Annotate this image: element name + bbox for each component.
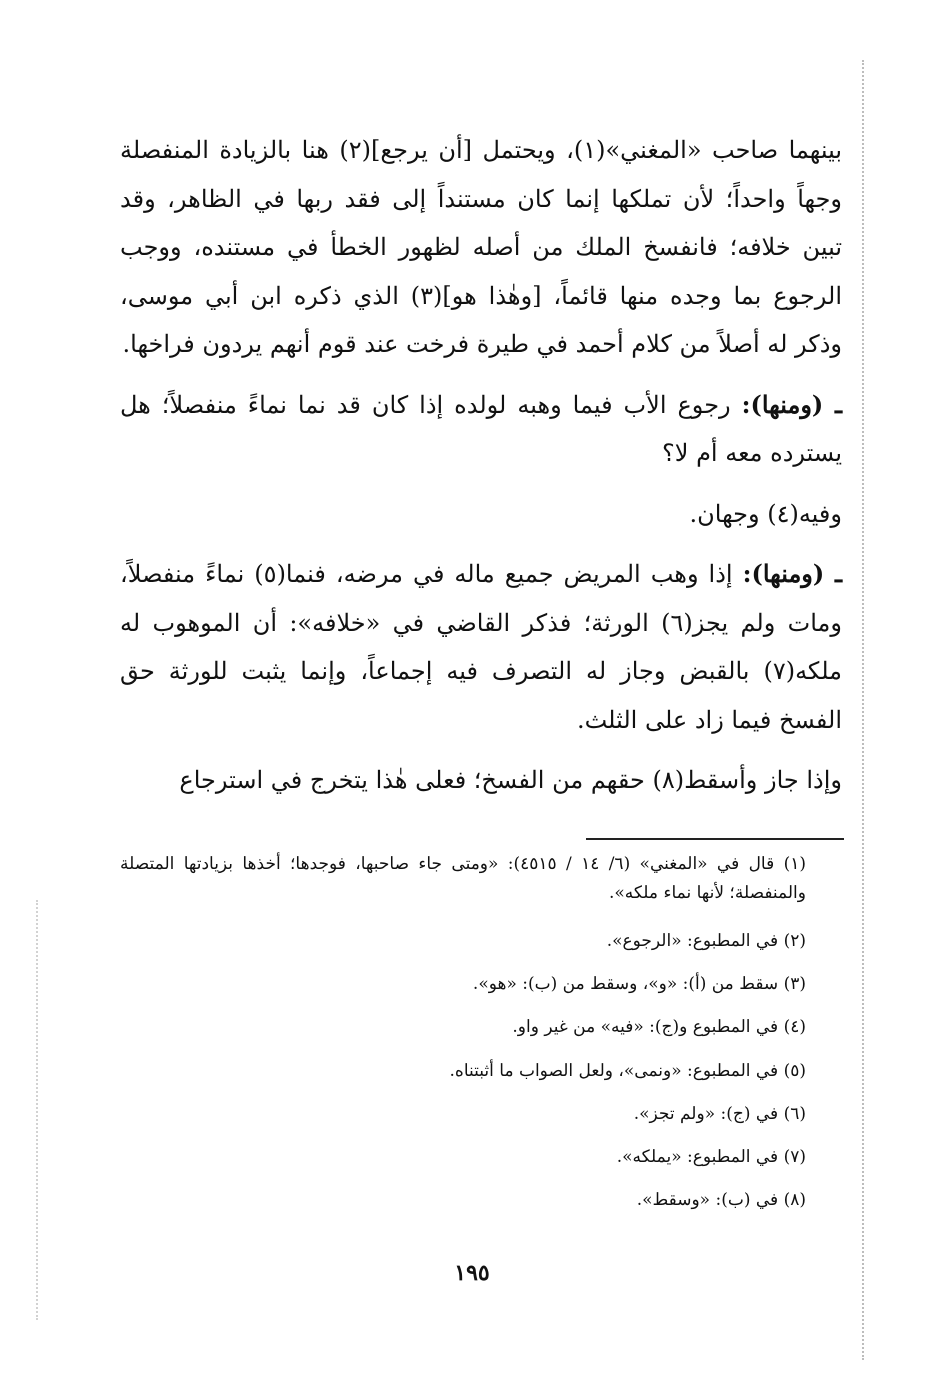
paragraph-3: وفيه(٤) وجهان. — [689, 499, 842, 528]
paragraph-1: بينهما صاحب «المغني»(١)، ويحتمل [أن يرجع](٢) هنا بالزيادة المنفصلة وجهاً واحداً؛ لأن تملكها إنما كان مستنداً إلى فقد ربها في الظاهر، وقد تبين خلافه؛ فانفسخ الملك من أصله لظهور الخطأ في مستنده، ووجب الرجوع بما وجده منها قائماً، [وهٰذا هو](٣) الذي ذكره ابن أبي موسى، وذكر له أصلاً من كلام أحمد في طيرة فرخت عند قوم أنهم يردون فراخها. — [120, 136, 843, 358]
main-text — [120, 126, 842, 805]
paragraph-2-lead: ـ (ومنها): — [741, 389, 842, 419]
paragraph-4-text: إذا وهب المريض جميع ماله في مرضه، فنما(٥) نماءً منفصلاً، ومات ولم يجز(٦) الورثة؛ فذكر القاضي في «خلافه»: أن الموهوب له ملكه(٧) بالقبض وجاز له التصرف فيه إجماعاً، وإنما يثبت للورثة حق الفسخ فيما زاد على الثلث. — [120, 560, 842, 734]
paragraph-4-lead: ـ (ومنها): — [742, 559, 843, 588]
paragraph-5: وإذا جاز وأسقط(٨) حقهم من الفسخ؛ فعلى هٰذا يتخرج في استرجاع — [179, 766, 842, 794]
page-edge-dots-left — [36, 900, 38, 1320]
footnote-5: (٥) في المطبوع: «ونمى»، ولعل الصواب ما أثبتناه. — [449, 1060, 806, 1081]
footnote-2: (٢) في المطبوع: «الرجوع». — [606, 931, 806, 951]
footnotes — [120, 850, 842, 1222]
page-number: ١٩٥ — [454, 1260, 490, 1286]
footnote-6: (٦) في (ج): «ولم تجز». — [633, 1103, 806, 1124]
page-edge-dots — [862, 60, 864, 1360]
paragraph-4 — [120, 550, 842, 744]
paragraph-2 — [120, 381, 842, 478]
footnote-4: (٤) في المطبوع و(ج): «فيه» من غير واو. — [512, 1017, 806, 1038]
footnote-1: (١) قال في «المغني» (٦/ ١٤ / ٤٥١٥): «ومتى جاء صاحبها، فوجدها؛ أخذها بزيادتها المتصلة والمنفصلة؛ لأنها نماء ملكه». — [120, 854, 806, 903]
footnote-7: (٧) في المطبوع: «يملكه». — [616, 1147, 806, 1168]
footnote-8: (٨) في (ب): «وسقط». — [636, 1190, 806, 1211]
footnote-separator — [586, 838, 844, 840]
paragraph-2-text: رجوع الأب فيما وهبه لولده إذا كان قد نما نماءً منفصلاً؛ هل يسترده معه أم لا؟ — [120, 390, 842, 467]
footnote-3: (٣) سقط من (أ): «و»، وسقط من (ب): «هو». — [472, 974, 806, 995]
